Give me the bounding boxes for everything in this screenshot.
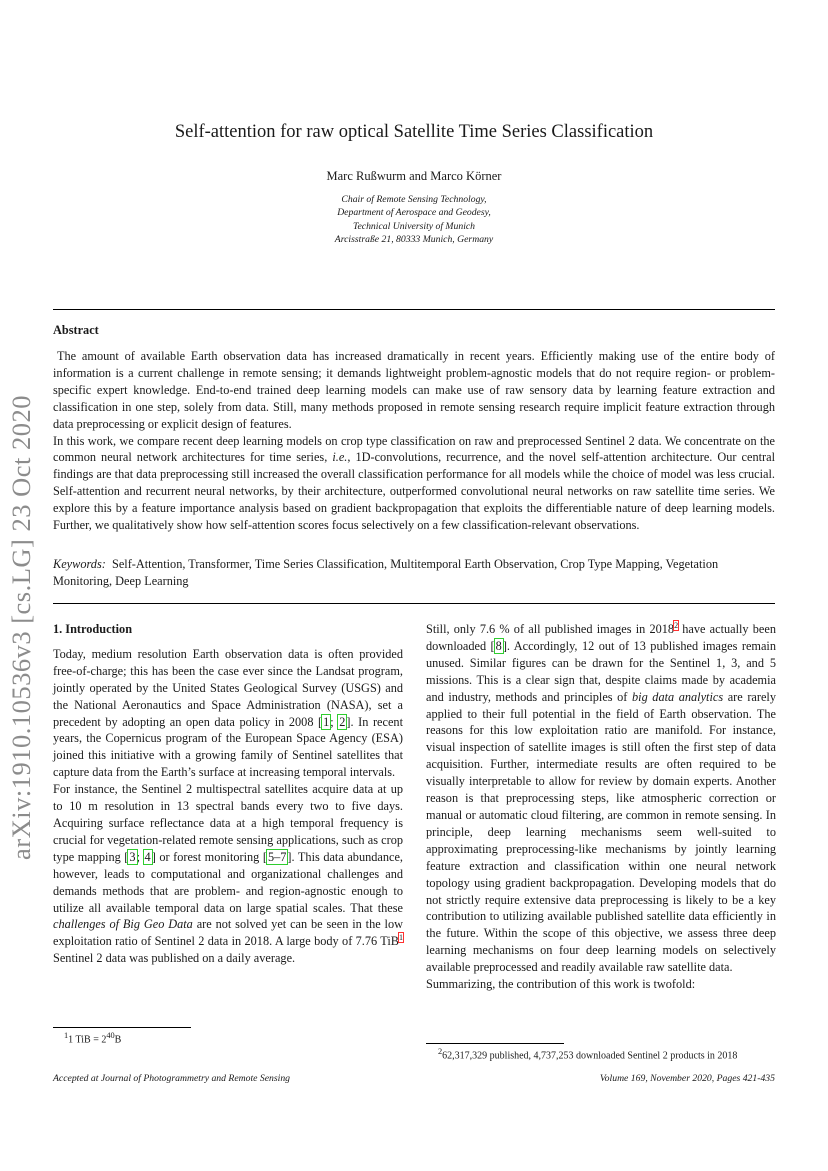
affiliation-line: Arcisstraße 21, 80333 Munich, Germany: [334, 234, 494, 246]
abstract-text: In this work, we compare recent deep learning models on crop type classification on raw and preprocessed Sentinel 2 data. We concentrate on the common neural network architectures for time series,: [53, 433, 775, 465]
citation-link[interactable]: 5–7: [267, 849, 287, 864]
footnote-rule: [53, 1027, 191, 1028]
body-text: ]. Accordingly, 12 out of 13 published images remain unused. Similar figures can be drawn for the Sentinel 1, 3, and 5 missions. This is a clear sign that, despite claims made by academia and industry, methods and principles of: [426, 638, 776, 704]
body-paragraph: Summarizing, the contribution of this work is twofold:: [426, 977, 696, 992]
footnote-mark[interactable]: 2: [674, 620, 679, 630]
citation-link[interactable]: 1: [323, 714, 330, 729]
top-rule: [53, 309, 775, 310]
body-text: ] or forest monitoring [: [151, 849, 267, 864]
abstract-heading: Abstract: [53, 323, 99, 337]
citation-separator: ;: [136, 849, 144, 864]
footnote-mark[interactable]: 1: [399, 933, 403, 943]
footnote-unit: B: [114, 1034, 122, 1046]
footnote-1: [64, 1031, 121, 1045]
footnote-exponent: 40: [106, 1031, 115, 1040]
footnote-number: 1: [64, 1031, 69, 1040]
body-paragraph: [53, 646, 403, 781]
footer-volume: Volume 169, November 2020, Pages 421-435: [599, 1073, 775, 1084]
arxiv-stamp: arXiv:1910.10536v3 [cs.LG] 23 Oct 2020: [6, 394, 36, 860]
abstract-paragraph: The amount of available Earth observation data has increased dramatically in recent years. Efficiently making use of the entire body of information is a current challenge in remote sensing; it demands lightweight problem-agnostic models that do not require region- or problem-specific expert knowledge. End-to-end trained deep learning models can make use of raw sensory data by learning feature extraction and classification in one step, solely from data. Still, many methods proposed in remote sensing research require implicit feature extraction through data preprocessing or explicit design of features.: [53, 349, 775, 431]
citation-separator: ;: [330, 714, 339, 729]
body-text: Still, only 7.6 % of all published images in 2018: [426, 622, 675, 636]
paper-title: Self-attention for raw optical Satellite Time Series Classification: [174, 122, 654, 142]
footnote-text: 62,317,329 published, 4,737,253 downloaded Sentinel 2 products in 2018: [442, 1050, 738, 1062]
footer-venue: Accepted at Journal of Photogrammetry and Remote Sensing: [53, 1073, 291, 1084]
body-text: have actually been downloaded [: [426, 622, 776, 653]
body-text: For instance, the Sentinel 2 multispectral satellites acquire data at up to 10 m resolution in 13 spectral bands every two to five days. Acquiring surface reflectance data at a high temporal frequency is crucial for vegetation-related remote sensing applications, such as crop type mapping [: [53, 782, 403, 864]
abstract-paragraph: [53, 433, 775, 534]
body-paragraph: [426, 621, 776, 976]
left-column: [53, 621, 403, 967]
body-paragraph: [53, 781, 403, 967]
right-column: [426, 621, 776, 993]
body-text: are not solved yet can be seen in the low exploitation ratio of Sentinel 2 data in 2018. A large body of 7.76 TiB: [53, 917, 404, 949]
body-emphasis: big data analytics: [632, 689, 724, 704]
citation-link[interactable]: 3: [129, 849, 136, 864]
author-list: Marc Rußwurm and Marco Körner: [326, 169, 502, 183]
footnote-2: [438, 1047, 737, 1061]
body-text: Today, medium resolution Earth observation data is often provided free-of-charge; this has been the case ever since the Landsat program, jointly operated by the United States Geological Survey (USGS) and the National Aeronautics and Space Administration (NASA), set a precedent by adopting an open data policy in 2008 [: [53, 646, 403, 729]
footnote-number: 2: [438, 1047, 443, 1056]
citation-link[interactable]: 2: [339, 714, 346, 729]
keywords: [53, 556, 775, 590]
footnote-text: 1 TiB = 2: [68, 1034, 107, 1046]
body-emphasis: challenges of Big Geo Data: [53, 917, 193, 932]
affiliation-line: Chair of Remote Sensing Technology,: [341, 194, 487, 205]
abstract-rule: [53, 603, 775, 604]
body-text: ]. In recent years, the Copernicus program of the European Space Agency (ESA) joined this initiative with a growing family of Sentinel satellites that capture data from the Earth’s surface at increasing temporal intervals.: [53, 714, 403, 780]
abstract-ie: i.e.: [332, 450, 348, 465]
keywords-list: Self-Attention, Transformer, Time Series Classification, Multitemporal Earth Observation, Crop Type Mapping, Vegetation Monitoring, Deep Learning: [53, 557, 719, 588]
keywords-label: Keywords:: [53, 557, 106, 571]
citation-link[interactable]: 4: [144, 849, 151, 864]
abstract-body: [53, 348, 775, 534]
body-text: are rarely applied to their full potential in the field of Earth observation. The reasons for this low exploitation ratio are manifold. For instance, visual inspection of satellite images is still often the first step of data acquisition. Further, intermediate results are often required to be visually interpretable to allow for review by domain experts. Another reason is that preprocessing steps, like atmospheric correction or manual or automatic cloud filtering, are common in remote sensing. In principle, deep learning mechanisms seem well-suited to approximating preprocessing-like mechanisms by jointly learning feature extraction and classification within one neural network topology using gradient backpropagation. Developing models that do not strictly require extensive data preprocessing is likely to be a key contribution to utilizing available published satellite data efficiently in the future. Within the scope of this objective, we assess three deep learning mechanisms on four deep learning models on selectively available preprocessed and readily available raw satellite data.: [426, 689, 776, 975]
footnote-rule: [426, 1043, 564, 1044]
body-text: Sentinel 2 data was published on a daily average.: [53, 951, 296, 966]
abstract-text: , 1D-convolutions, recurrence, and the novel self-attention architecture. Our central findings are that data preprocessing still increased the overall classification performance for all models while the choice of model was less crucial. Self-attention and recurrent neural networks, by their architecture, outperformed convolutional neural networks on raw satellite time series. We explore this by a feature importance analysis based on gradient backpropagation that exploits the differentiable nature of deep learning models. Further, we qualitatively show how self-attention scores focus selectively on a few classification-relevant observations.: [53, 450, 775, 533]
affiliation-line: Technical University of Munich: [352, 220, 476, 232]
affiliation-line: Department of Aerospace and Geodesy,: [337, 207, 491, 219]
body-text: ]. This data abundance, however, leads to computational and organizational challenges and demands methods that are problem- and region-agnostic enough to utilize all available temporal data on large spatial scales. That these: [53, 849, 403, 915]
citation-link[interactable]: 8: [495, 638, 502, 653]
affiliation: [0, 193, 828, 247]
section-heading: 1. Introduction: [53, 622, 133, 636]
